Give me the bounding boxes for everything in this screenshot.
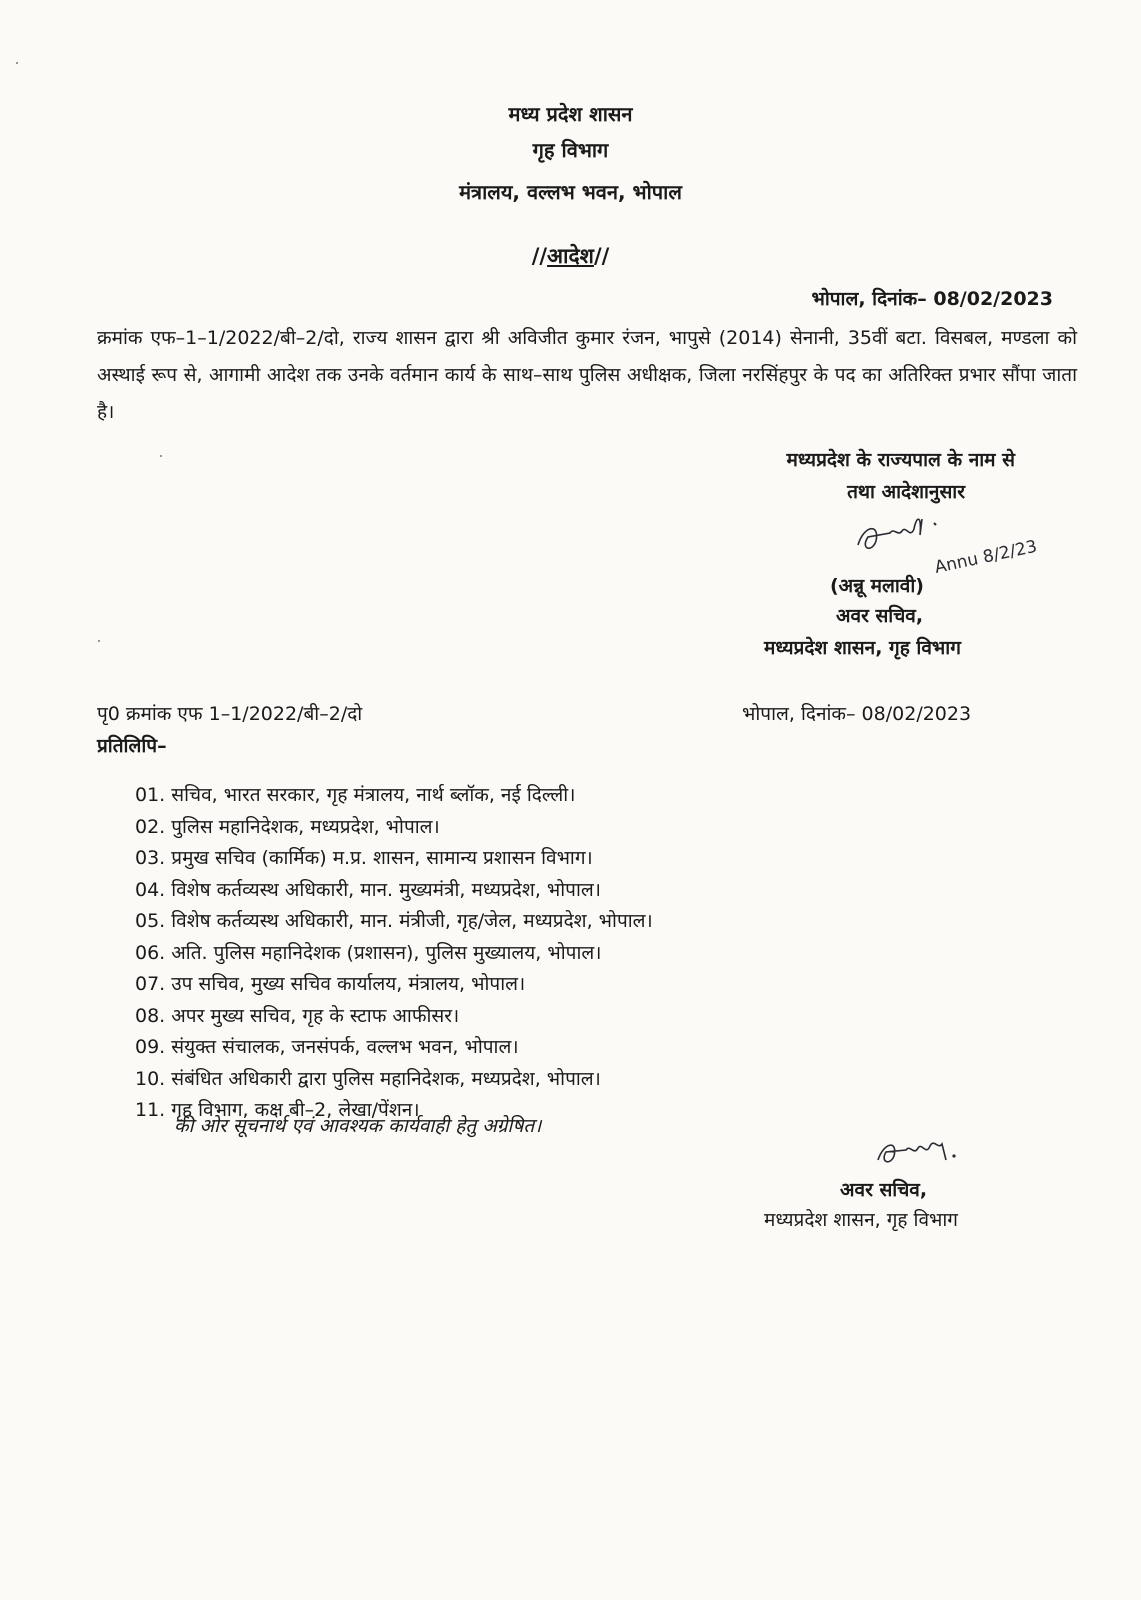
- signatory-name: (अन्नू मलावी): [830, 575, 924, 597]
- header-line-2: गृह विभाग: [532, 138, 609, 162]
- list-item: 02. पुलिस महानिदेशक, मध्यप्रदेश, भोपाल।: [135, 815, 440, 838]
- list-item: 03. प्रमुख सचिव (कार्मिक) म.प्र. शासन, सामान्य प्रशासन विभाग।: [135, 847, 593, 869]
- signature-2-text: Annu: [872, 1132, 875, 1133]
- order-paragraph: क्रमांक एफ–1–1/2022/बी–2/दो, राज्य शासन द्वारा श्री अविजीत कुमार रंजन, भापुसे (2014) सेनानी, 35वीं बटा. विसबल, मण्डला को अस्थाई रूप से, आगामी आदेश तक उनके वर्तमान कार्य के साथ–साथ पुलिस अधीक्षक, जिला नरसिंहपुर के पद का अतिरिक्त प्रभार सौंपा जाता है।: [97, 327, 1077, 423]
- cc-list: [135, 780, 653, 1127]
- order-title: [0, 242, 1141, 270]
- header-line-1: मध्य प्रदेश शासन: [508, 102, 633, 126]
- signature-2: [872, 1132, 972, 1174]
- list-item: 01. सचिव, भारत सरकार, गृह मंत्रालय, नार्थ ब्लॉक, नई दिल्ली।: [135, 784, 576, 806]
- signature-1-text: Annu 8/2/23: [932, 536, 1039, 578]
- footer-department: मध्यप्रदेश शासन, गृह विभाग: [764, 1209, 958, 1231]
- copy-date: भोपाल, दिनांक– 08/02/2023: [742, 703, 972, 725]
- authority-line-1: मध्यप्रदेश के राज्यपाल के नाम से: [786, 449, 1015, 471]
- order-title-word: आदेश: [547, 244, 594, 268]
- footer-designation: अवर सचिव,: [840, 1179, 928, 1201]
- order-title-right: //: [593, 244, 610, 268]
- signatory-department: मध्यप्रदेश शासन, गृह विभाग: [764, 637, 961, 659]
- authority-line-2: तथा आदेशानुसार: [847, 481, 965, 503]
- list-item: 10. संबंधित अधिकारी द्वारा पुलिस महानिदेशक, मध्यप्रदेश, भोपाल।: [135, 1067, 601, 1090]
- paper-speck: [160, 455, 162, 457]
- list-item: 07. उप सचिव, मुख्य सचिव कार्यालय, मंत्रालय, भोपाल।: [135, 973, 526, 995]
- list-item: 05. विशेष कर्तव्यस्थ अधिकारी, मान. मंत्रीजी, गृह/जेल, मध्यप्रदेश, भोपाल।: [135, 910, 653, 932]
- forward-note: की ओर सूचनार्थ एवं आवश्यक कार्यवाही हेतु अग्रेषित।: [174, 1115, 542, 1137]
- signature-1: [850, 505, 1039, 580]
- list-item: 08. अपर मुख्य सचिव, गृह के स्टाफ आफीसर।: [135, 1004, 460, 1027]
- copy-heading: प्रतिलिपि–: [97, 735, 167, 757]
- paper-speck: [16, 62, 18, 64]
- list-item: 06. अति. पुलिस महानिदेशक (प्रशासन), पुलिस मुख्यालय, भोपाल।: [135, 941, 602, 964]
- header-line-3: मंत्रालय, वल्लभ भवन, भोपाल: [459, 180, 682, 204]
- list-item: 04. विशेष कर्तव्यस्थ अधिकारी, मान. मुख्यमंत्री, मध्यप्रदेश, भोपाल।: [135, 878, 601, 901]
- list-item: 11. गृह विभाग, कक्ष बी–2, लेखा/पेंशन।: [135, 1099, 420, 1121]
- paper-speck: [98, 640, 100, 642]
- order-date: भोपाल, दिनांक– 08/02/2023: [811, 288, 1053, 310]
- order-title-left: //: [531, 244, 548, 268]
- signatory-designation: अवर सचिव,: [836, 605, 924, 627]
- copy-ref: पृ0 क्रमांक एफ 1–1/2022/बी–2/दो: [97, 703, 363, 725]
- list-item: 09. संयुक्त संचालक, जनसंपर्क, वल्लभ भवन, भोपाल।: [135, 1036, 519, 1058]
